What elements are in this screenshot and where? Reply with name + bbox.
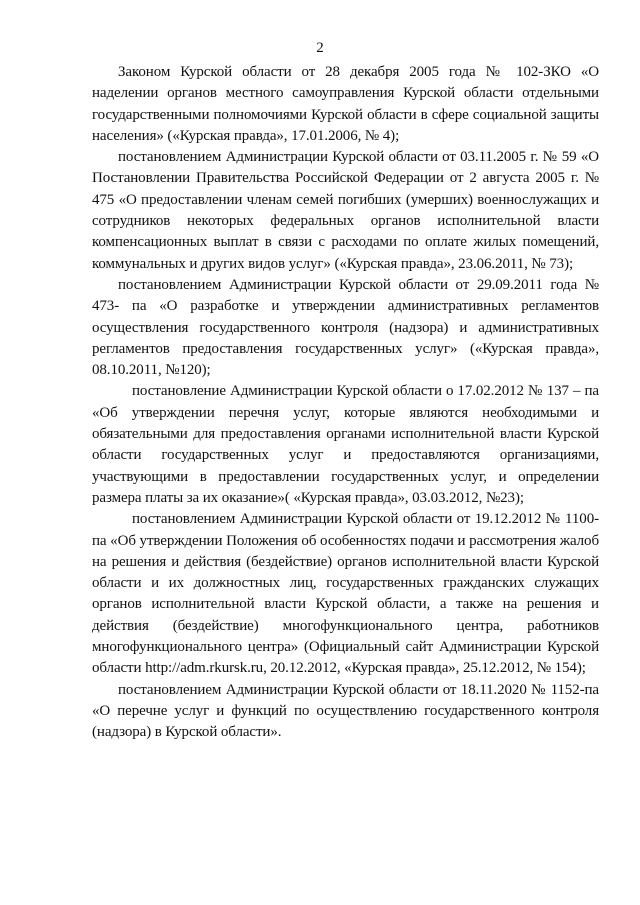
paragraph-law-102-zko: Законом Курской области от 28 декабря 2005 года № 102-ЗКО «О наделении органов местного самоуправления Курской области отдельными государственными полномочиями Курской области в сфере социальной защиты населения» («Курская правда», 17.01.2006, № 4); — [92, 64, 599, 144]
paragraph-resolution-1152: постановлением Администрации Курской области от 18.11.2020 № 1152-па «О перечне услуг и функций по осуществлению государственного контроля (надзора) в Курской области». — [92, 681, 599, 741]
document-body — [92, 62, 599, 744]
paragraph-resolution-137: постановление Администрации Курской области о 17.02.2012 № 137 – па «Об утверждении перечня услуг, которые являются необходимыми и обязательными для предоставления органами исполнительной власти Курской области государственных услуг и предоставляются организациями, участвующими в предоставлении государственных услуг, и определении размера платы за их оказание»( «Курская правда», 03.03.2012, №23); — [92, 383, 599, 506]
paragraph-resolution-59: постановлением Администрации Курской области от 03.11.2005 г. № 59 «О Постановлении Правительства Российской Федерации от 2 августа 2005 г. № 475 «О предоставлении членам семей погибших (умерших) военнослужащих и сотрудников некоторых федеральных органов исполнительной власти компенсационных выплат в связи с расходами по оплате жилых помещений, коммунальных и других видов услуг» («Курская правда», 23.06.2011, № 73); — [92, 149, 599, 272]
paragraph-resolution-1100: постановлением Администрации Курской области от 19.12.2012 № 1100- па «Об утверждении Положения об особенностях подачи и рассмотрения жалоб на решения и действия (бездействие) органов исполнительной власти Курской области и их должностных лиц, государственных гражданских служащих органов исполнительной власти Курской области, а также на решения и действия (бездействие) многофункционального центра, работников многофункционального центра» (Официальный сайт Администрации Курской области http://adm.rkursk.ru, 20.12.2012, «Курская правда», 25.12.2012, № 154); — [92, 511, 599, 677]
page-number: 2 — [316, 40, 324, 56]
paragraph-resolution-473: постановлением Администрации Курской области от 29.09.2011 года № 473- па «О разработке и утверждении административных регламентов осуществления государственного контроля (надзора) и административных регламентов предоставления государственных услуг» («Курская правда», 08.10.2011, №120); — [92, 276, 599, 379]
